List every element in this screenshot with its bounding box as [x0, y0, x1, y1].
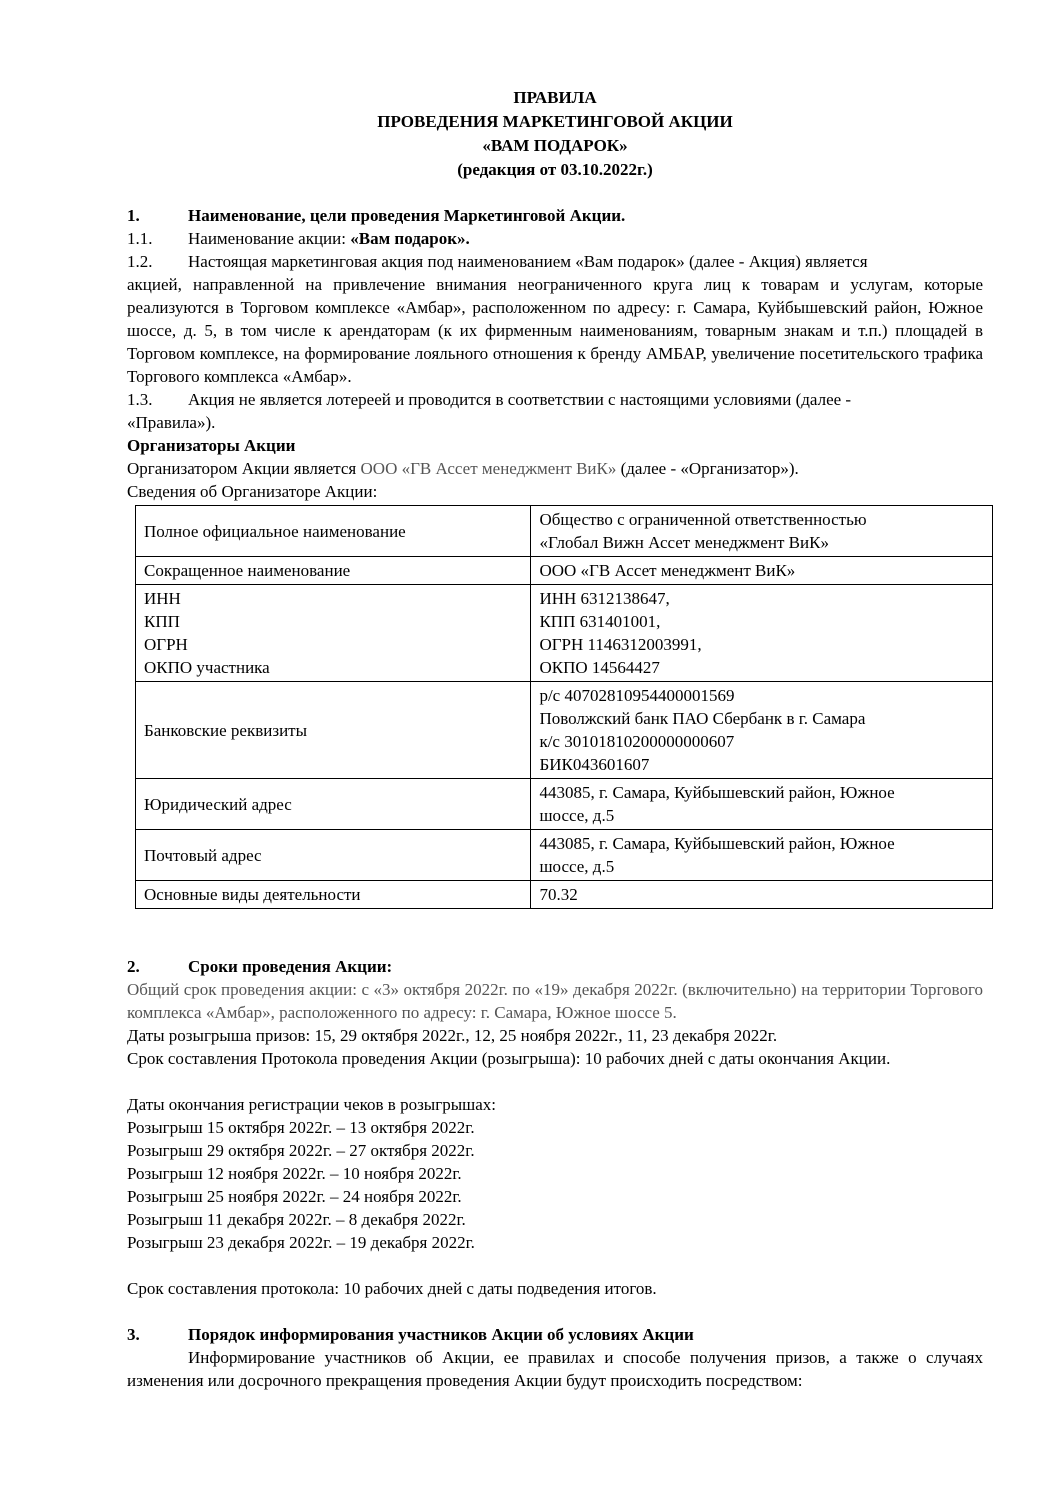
organizer-statement — [127, 457, 983, 480]
field-value: ОКПО 14564427 — [539, 658, 660, 677]
organizer-info-caption: Сведения об Организаторе Акции: — [127, 482, 378, 501]
clause-1-3-first-line — [127, 388, 983, 411]
clause-number: 1.1. — [127, 229, 153, 248]
document-page — [127, 86, 983, 1392]
field-value: ОГРН 1146312003991, — [539, 635, 702, 654]
document-title — [127, 86, 983, 182]
field-label-cell — [136, 779, 531, 830]
field-value: р/с 40702810954400001569 — [539, 686, 735, 705]
field-value: Поволжский банк ПАО Сбербанк в г. Самара — [539, 709, 866, 728]
table-row — [136, 585, 993, 682]
clause-1-2-first-line — [127, 250, 983, 273]
table-row — [136, 682, 993, 779]
organizers-heading: Организаторы Акции — [127, 436, 296, 455]
title-line-4: (редакция от 03.10.2022г.) — [457, 160, 653, 179]
field-value: 443085, г. Самара, Куйбышевский район, Южное — [539, 783, 895, 802]
field-value: шоссе, д.5 — [539, 857, 615, 876]
organizer-name: ООО «ГВ Ассет менеджмент ВиК» — [360, 459, 617, 478]
clause-1-2-rest: акцией, направленной на привлечение внимания неограниченного круга лиц к товарам и услугам, которые реализуются в Торговом комплексе «Амбар», расположенном по адресу: г. Самара, Куйбышевский район, Южное шоссе, д. 5, в том числе к арендаторам (к их фирменным наименованиям, товарным знакам и т.п.) площадей в Торговом комплексе, на формирование лояльного отношения к бренду АМБАР, увеличение посетительского трафика Торгового комплекса «Амбар». — [127, 275, 983, 386]
draw-item: Розыгрыш 29 октября 2022г. – 27 октября 2022г. — [127, 1141, 475, 1160]
table-row — [136, 557, 993, 585]
draw-dates: Даты розыгрыша призов: 15, 29 октября 2022г., 12, 25 ноября 2022г., 11, 23 декабря 2022г. — [127, 1026, 778, 1045]
draw-item: Розыгрыш 23 декабря 2022г. – 19 декабря 2022г. — [127, 1233, 475, 1252]
field-value-cell — [531, 506, 993, 557]
field-label: ОКПО участника — [144, 658, 270, 677]
field-label-cell — [136, 557, 531, 585]
title-line-1: ПРАВИЛА — [513, 88, 597, 107]
field-label: Сокращенное наименование — [144, 561, 351, 580]
section-title: Порядок информирования участников Акции об условиях Акции — [188, 1325, 694, 1344]
protocol-term: Срок составления Протокола проведения Акции (розыгрыша): 10 рабочих дней с даты окончания Акции. — [127, 1049, 891, 1068]
section-2 — [127, 955, 983, 1300]
field-value: Общество с ограниченной ответственностью — [539, 510, 867, 529]
field-label-cell — [136, 830, 531, 881]
registration-heading: Даты окончания регистрации чеков в розыгрышах: — [127, 1095, 496, 1114]
field-label: Банковские реквизиты — [144, 720, 308, 740]
organizer-text-end: (далее - «Организатор»). — [616, 459, 799, 478]
section-number: 2. — [127, 957, 140, 976]
field-value-cell — [531, 779, 993, 830]
draw-item: Розыгрыш 15 октября 2022г. – 13 октября 2022г. — [127, 1118, 475, 1137]
field-label: Почтовый адрес — [144, 845, 262, 865]
title-line-2: ПРОВЕДЕНИЯ МАРКЕТИНГОВОЙ АКЦИИ — [377, 112, 733, 131]
clause-1-1 — [127, 227, 983, 250]
table-row — [136, 830, 993, 881]
section-1-heading — [127, 204, 983, 227]
section-1 — [127, 204, 983, 909]
clause-text: Настоящая маркетинговая акция под наименованием «Вам подарок» (далее - Акция) является — [188, 252, 868, 271]
field-label: Юридический адрес — [144, 794, 292, 814]
field-value: КПП 631401001, — [539, 612, 661, 631]
field-value-cell — [531, 881, 993, 909]
field-value: ООО «ГВ Ассет менеджмент ВиК» — [539, 561, 796, 580]
field-value-cell — [531, 557, 993, 585]
clause-text: Акция не является лотереей и проводится в соответствии с настоящими условиями (далее - — [188, 390, 852, 409]
field-label: ОГРН — [144, 635, 188, 654]
field-value: шоссе, д.5 — [539, 806, 615, 825]
clause-1-3-rest: «Правила»). — [127, 413, 216, 432]
section-2-heading — [127, 955, 983, 978]
field-value: 70.32 — [539, 885, 578, 904]
clause-text: Наименование акции: — [188, 229, 351, 248]
field-label: Основные виды деятельности — [144, 885, 361, 904]
promo-name: «Вам подарок». — [350, 229, 470, 248]
table-row — [136, 779, 993, 830]
clause-number: 1.2. — [127, 252, 153, 271]
field-label-cell — [136, 506, 531, 557]
table-row — [136, 506, 993, 557]
title-line-3: «ВАМ ПОДАРОК» — [482, 136, 628, 155]
draw-list — [127, 1116, 983, 1254]
field-label-cell — [136, 881, 531, 909]
draw-item: Розыгрыш 11 декабря 2022г. – 8 декабря 2022г. — [127, 1210, 466, 1229]
organizer-text: Организатором Акции является — [127, 459, 361, 478]
section-3-text: Информирование участников об Акции, ее правилах и способе получения призов, а также о случаях изменения или досрочного прекращения проведения Акции будут происходить посредством: — [127, 1348, 983, 1390]
protocol-term-2: Срок составления протокола: 10 рабочих дней с даты подведения итогов. — [127, 1279, 657, 1298]
section-3 — [127, 1323, 983, 1392]
field-value: к/с 30101810200000000607 — [539, 732, 735, 751]
clause-number: 1.3. — [127, 390, 153, 409]
field-label: КПП — [144, 612, 180, 631]
field-value: БИК043601607 — [539, 755, 650, 774]
spacer — [127, 1070, 983, 1093]
organizer-details-table — [135, 505, 993, 909]
draw-item: Розыгрыш 12 ноября 2022г. – 10 ноября 2022г. — [127, 1164, 462, 1183]
section-number: 1. — [127, 206, 140, 225]
table-row — [136, 881, 993, 909]
field-value: ИНН 6312138647, — [539, 589, 670, 608]
field-label-cell — [136, 585, 531, 682]
section-number: 3. — [127, 1325, 140, 1344]
field-label-cell — [136, 682, 531, 779]
field-value-cell — [531, 682, 993, 779]
field-label: Полное официальное наименование — [144, 521, 406, 541]
spacer — [127, 1254, 983, 1277]
field-value-cell — [531, 830, 993, 881]
field-value-cell — [531, 585, 993, 682]
section-title: Наименование, цели проведения Маркетинговой Акции. — [188, 206, 626, 225]
draw-item: Розыгрыш 25 ноября 2022г. – 24 ноября 2022г. — [127, 1187, 462, 1206]
promo-period: Общий срок проведения акции: с «3» октября 2022г. по «19» декабря 2022г. (включительно) на территории Торгового комплекса «Амбар», расположенного по адресу: г. Самара, Южное шоссе 5. — [127, 980, 983, 1022]
section-3-heading — [127, 1323, 983, 1346]
section-title: Сроки проведения Акции: — [188, 957, 393, 976]
field-value: «Глобал Вижн Ассет менеджмент ВиК» — [539, 533, 829, 552]
field-value: 443085, г. Самара, Куйбышевский район, Южное — [539, 834, 895, 853]
field-label: ИНН — [144, 589, 181, 608]
